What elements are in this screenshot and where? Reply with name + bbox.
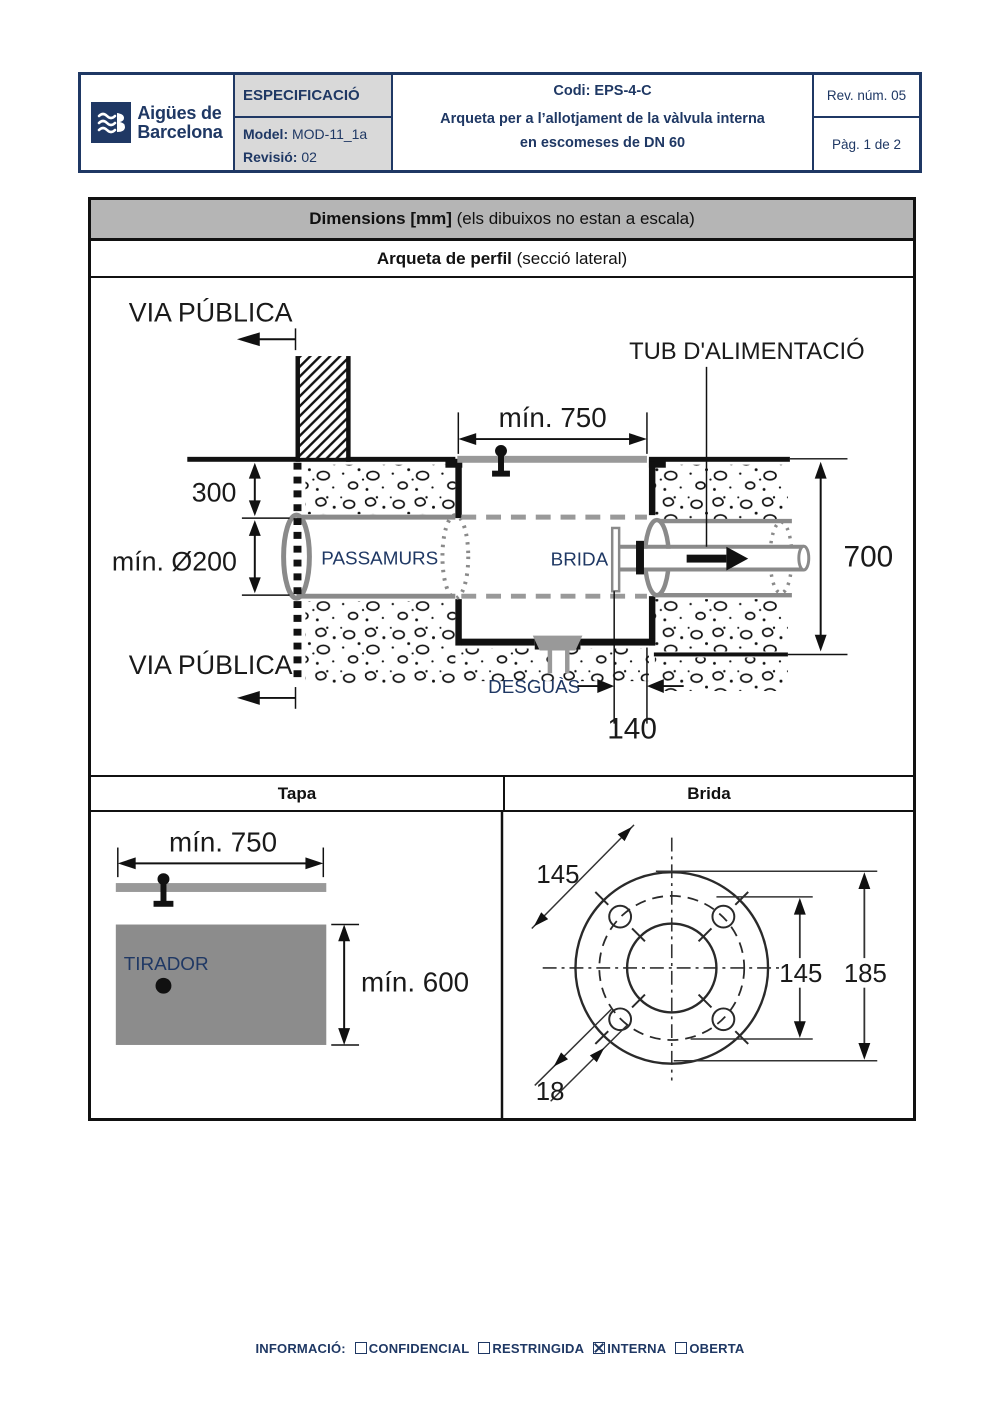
page-number: Pàg. 1 de 2 (831, 136, 902, 152)
revision-cell (812, 75, 919, 170)
brida-dim-145-diag-text: 145 (536, 861, 580, 890)
tapa-header: Tapa (91, 777, 505, 810)
footer-option-interna (593, 1341, 666, 1356)
dimensions-title-bar (91, 200, 913, 241)
footer-classification (0, 1341, 1000, 1356)
dim-140-text: 140 (607, 712, 657, 746)
brida-dim-185-text: 185 (843, 959, 887, 988)
unchecked-checkbox-icon (478, 1342, 490, 1354)
revision-value: 02 (297, 149, 317, 165)
revision-label: Revisió: (243, 149, 298, 165)
lid-bar (457, 456, 647, 463)
desguas-label: DESGUÀS (488, 676, 581, 697)
footer-label: INFORMACIÓ: (255, 1341, 346, 1356)
brida-dim-145-vert-text: 145 (779, 959, 823, 988)
drawing-sheet (88, 197, 916, 1121)
model-label: Model: (243, 126, 289, 142)
document-code: Codi: EPS-4-C (553, 83, 652, 99)
revision-row (243, 146, 383, 169)
spec-label: ESPECIFICACIÓ (235, 75, 391, 118)
model-row (243, 123, 383, 146)
unchecked-checkbox-icon (355, 1342, 367, 1354)
brand-line2: Barcelona (137, 121, 223, 142)
model-value: MOD-11_1a (288, 126, 368, 142)
logo (81, 75, 233, 170)
document-title-line2: en escomeses de DN 60 (519, 135, 686, 151)
dim-min750-text: mín. 750 (498, 402, 607, 434)
tapa-brida-drawings (91, 812, 913, 1118)
profile-subtitle: (secció lateral) (511, 248, 628, 268)
brida-dim-18-text: 18 (535, 1078, 565, 1107)
passamurs-label: PASSAMURS (321, 547, 439, 569)
spec-cell (233, 75, 393, 170)
brand-name (137, 104, 222, 142)
tirador-label: TIRADOR (123, 952, 209, 974)
profile-section-drawing (91, 278, 913, 775)
brida-header: Brida (687, 783, 731, 803)
footer-option-confidencial (355, 1341, 470, 1356)
brida-drawing (532, 825, 887, 1106)
dim-300-text: 300 (191, 477, 237, 508)
dimensions-subtitle: (els dibuixos no estan a escala) (451, 209, 695, 228)
footer-option-oberta (675, 1341, 744, 1356)
document-title-line1: Arqueta per a l’allotjament de la vàlvula interna (440, 111, 765, 127)
building-wall-hatched (296, 356, 351, 462)
document-header (78, 72, 922, 173)
lid-top-view (116, 925, 326, 1045)
lid-side-view (116, 883, 326, 892)
tapa-drawing (116, 827, 469, 1045)
wall-seal (636, 541, 644, 575)
footer-option-restringida (478, 1341, 584, 1356)
footer-option-label: RESTRINGIDA (492, 1341, 585, 1356)
profile-title: Arqueta de perfil (376, 248, 512, 268)
profile-title-bar (91, 241, 913, 278)
flange-plate (612, 528, 619, 591)
dimensions-title: Dimensions [mm] (309, 209, 452, 228)
tapa-dim-min600-text: mín. 600 (361, 966, 470, 998)
unchecked-checkbox-icon (675, 1342, 687, 1354)
tub-alimentacio-label: TUB D'ALIMENTACIÓ (629, 338, 865, 366)
tapa-dim-min750-text: mín. 750 (168, 826, 278, 858)
footer-option-label: CONFIDENCIAL (368, 1341, 470, 1356)
feed-pipe-assembly (612, 520, 809, 595)
dim-o200-text: mín. Ø200 (111, 546, 237, 577)
tirador-dot-icon (156, 978, 172, 994)
subdrawing-headers (91, 775, 913, 812)
aigues-barcelona-logo-icon (91, 102, 131, 143)
model-revision (235, 118, 391, 170)
dim-700-text: 700 (843, 540, 894, 574)
footer-option-label: INTERNA (607, 1341, 667, 1356)
footer-option-label: OBERTA (689, 1341, 745, 1356)
via-publica-top-label: VIA PÚBLICA (128, 297, 293, 328)
via-publica-bottom-label: VIA PÚBLICA (128, 650, 293, 681)
brand-line1: Aigües de (137, 102, 222, 123)
brida-label: BRIDA (550, 548, 609, 570)
title-cell (393, 75, 812, 170)
checked-checkbox-icon (593, 1342, 605, 1354)
rev-number: Rev. núm. 05 (814, 75, 919, 118)
